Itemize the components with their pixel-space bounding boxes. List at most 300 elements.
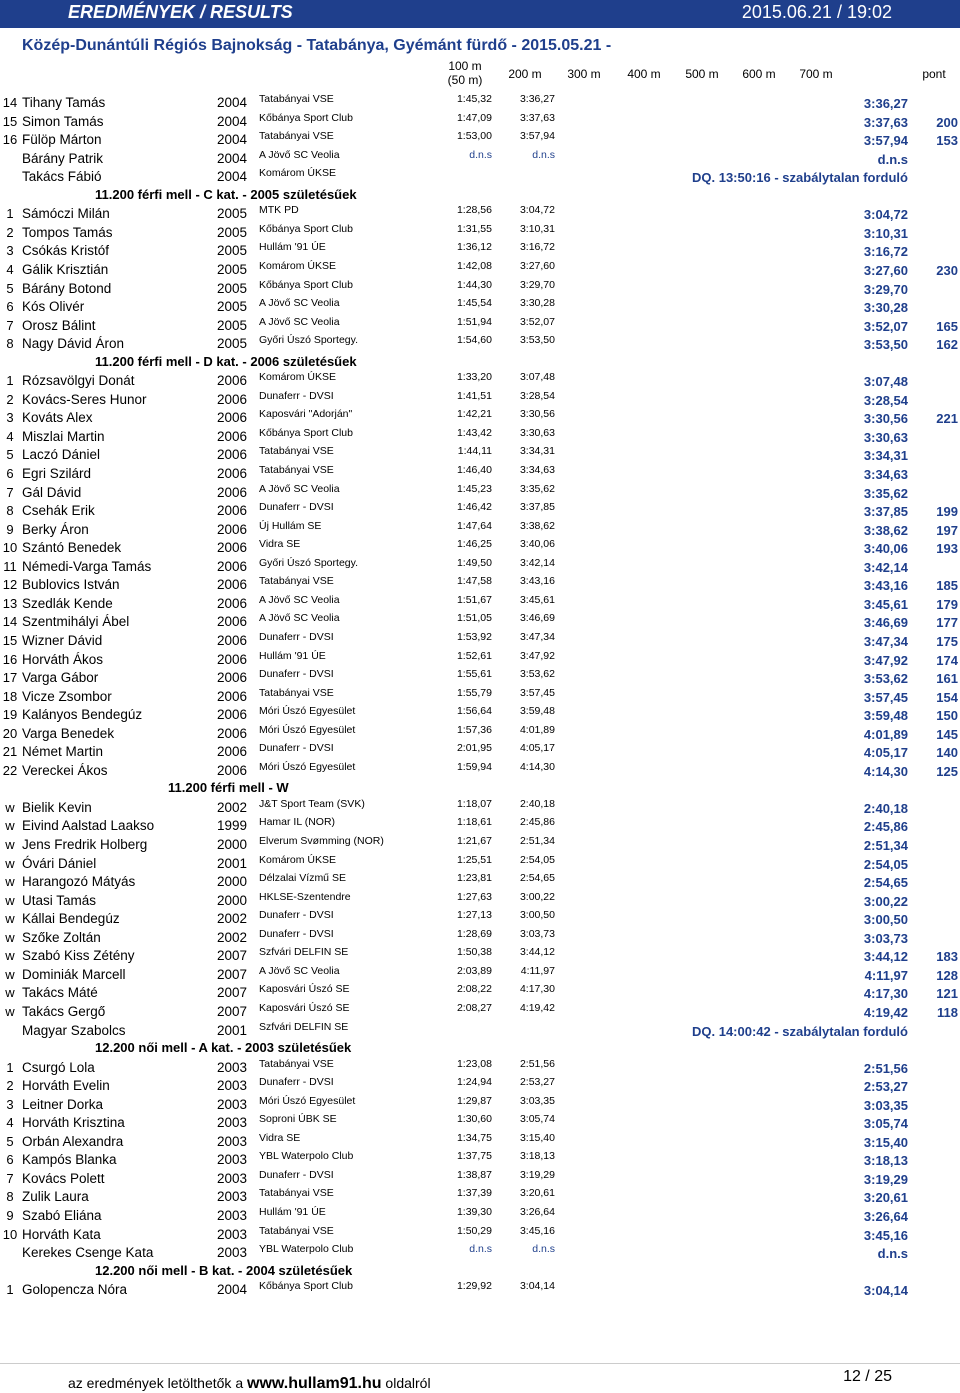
result-club: Hamar IL (NOR) [259, 816, 336, 829]
result-row [0, 891, 960, 909]
result-place: w [5, 818, 15, 834]
result-name: Kováts Alex [22, 410, 93, 426]
result-name: Sámóczi Milán [22, 206, 110, 222]
result-s100: 1:57,36 [456, 723, 492, 736]
result-s100: 1:41,51 [456, 389, 492, 402]
result-club: Dunaferr - DVSI [259, 630, 334, 643]
result-s100: d.n.s [469, 1243, 492, 1256]
result-s200: 3:05,74 [519, 1113, 555, 1126]
result-final: 3:42,14 [863, 559, 908, 575]
result-row [0, 816, 960, 834]
result-row [0, 1243, 960, 1261]
result-s100: 1:45,32 [456, 93, 492, 105]
result-row [0, 483, 960, 501]
result-s200: 3:20,61 [519, 1187, 555, 1200]
result-s200: 3:47,92 [519, 649, 555, 662]
result-s200: 3:42,14 [519, 556, 555, 569]
result-s200: 2:53,27 [519, 1076, 555, 1089]
result-pont: 128 [936, 967, 958, 983]
result-s100: 1:36,12 [456, 241, 492, 254]
result-place: 15 [2, 632, 18, 648]
result-year: 2005 [217, 243, 248, 259]
result-name: Magyar Szabolcs [22, 1022, 126, 1038]
result-place: w [5, 985, 15, 1001]
result-club: Móri Úszó Egyesület [259, 705, 356, 718]
result-row [0, 983, 960, 1001]
result-final: 2:45,86 [863, 819, 908, 835]
result-s200: 3:46,69 [519, 612, 555, 625]
result-name: Golopencza Nóra [22, 1282, 128, 1298]
result-pont: 174 [936, 652, 958, 668]
result-year: 2005 [217, 280, 248, 296]
result-final: 4:19,42 [863, 1004, 908, 1020]
result-name: Bublovics István [22, 577, 120, 593]
result-s200: 3:38,62 [519, 519, 555, 532]
result-place: 12 [2, 577, 18, 593]
result-name: Orbán Alexandra [22, 1133, 124, 1149]
results-title: EREDMÉNYEK / RESULTS [68, 2, 293, 22]
result-year: 2004 [217, 95, 248, 110]
result-club: Győri Úszó Sportegy. [259, 556, 359, 569]
competition-subtitle: Közép-Dunántúli Régiós Bajnokság - Tatabánya, Gyémánt fürdő - 2015.05.21 - [22, 37, 612, 54]
result-place: w [5, 929, 15, 945]
result-s100: 1:24,94 [456, 1076, 492, 1089]
result-pont: 165 [936, 318, 958, 334]
result-pont: 162 [936, 337, 958, 353]
result-row [0, 612, 960, 630]
result-s200: 3:18,13 [519, 1150, 555, 1163]
result-name: Kampós Blanka [22, 1152, 117, 1168]
result-year: 2000 [217, 874, 248, 890]
result-club: Dunaferr - DVSI [259, 668, 334, 681]
result-year: 2006 [217, 540, 248, 556]
result-s100: 1:55,61 [456, 668, 492, 681]
result-place: w [5, 874, 15, 890]
result-club: MTK PD [259, 204, 299, 217]
result-name: Bárány Patrik [22, 150, 104, 166]
result-row [0, 223, 960, 241]
result-s200: 3:00,22 [519, 890, 555, 903]
result-name: Berky Áron [22, 521, 89, 537]
result-club: Móri Úszó Egyesület [259, 723, 356, 736]
result-row [0, 93, 960, 111]
result-final: 3:34,31 [863, 448, 908, 464]
result-s100: 1:21,67 [456, 835, 492, 847]
result-row [0, 130, 960, 148]
result-name: Gál Dávid [22, 484, 82, 500]
result-place: 4 [6, 428, 14, 444]
result-s200: 4:17,30 [519, 983, 555, 996]
result-place: 3 [6, 1096, 14, 1112]
result-club: Soproni ÚBK SE [259, 1113, 337, 1126]
result-year: 2003 [217, 1078, 248, 1094]
result-s200: 3:53,62 [519, 668, 555, 681]
result-pont: 193 [936, 541, 958, 557]
result-s100: 1:51,67 [456, 593, 492, 606]
result-s100: 1:42,21 [456, 408, 492, 421]
result-year: 2004 [217, 113, 248, 129]
result-s200: 3:00,50 [519, 909, 555, 922]
result-s100: 1:28,69 [456, 927, 492, 940]
result-s200: 3:04,72 [519, 204, 555, 217]
result-final: d.n.s [877, 1246, 908, 1262]
result-final: 3:34,63 [863, 467, 908, 482]
result-year: 2003 [217, 1152, 248, 1168]
result-s100: 1:55,79 [456, 686, 492, 699]
result-s100: 2:08,27 [456, 1001, 492, 1014]
result-club: Kőbánya Sport Club [259, 111, 353, 124]
result-place: 17 [2, 670, 18, 686]
result-year: 2003 [217, 1208, 248, 1223]
result-place: w [5, 1003, 15, 1019]
result-final: 3:07,48 [863, 374, 908, 390]
result-pont: 230 [936, 262, 958, 278]
result-place: 7 [6, 484, 14, 500]
result-final: 3:16,72 [863, 244, 908, 260]
result-s200: 3:53,50 [519, 334, 555, 347]
result-place: w [5, 892, 15, 908]
result-s100: 1:27,63 [456, 890, 492, 903]
result-final: 3:15,40 [863, 1134, 908, 1150]
result-s100: 1:18,07 [456, 797, 492, 810]
result-s100: d.n.s [469, 148, 492, 161]
result-place: 2 [6, 1078, 14, 1094]
result-final: 3:38,62 [863, 522, 908, 538]
result-name: Takács Gergő [22, 1003, 106, 1019]
result-note: DQ. 14:00:42 - szabálytalan forduló [691, 1023, 908, 1039]
result-name: Utasi Tamás [22, 892, 97, 908]
result-club: A Jövő SC Veolia [259, 482, 340, 495]
result-club: Kaposvári "Adorján" [259, 408, 353, 421]
result-s200: 4:01,89 [519, 723, 555, 736]
top-bar [0, 0, 960, 28]
result-row [0, 1076, 960, 1094]
result-club: Móri Úszó Egyesület [259, 1094, 356, 1107]
result-row [0, 557, 960, 575]
result-row [0, 149, 960, 167]
result-final: 3:30,63 [863, 429, 908, 445]
result-s100: 1:44,30 [456, 278, 492, 291]
result-club: Kőbánya Sport Club [259, 426, 353, 439]
result-final: 3:00,50 [863, 912, 908, 928]
result-row [0, 297, 960, 315]
result-row [0, 854, 960, 872]
section-title: 11.200 férfi mell - D kat. - 2006 születésűek [95, 353, 357, 369]
section-title: 12.200 női mell - A kat. - 2003 születésűek [95, 1040, 352, 1056]
result-club: Kaposvári Úszó SE [259, 1001, 350, 1014]
result-year: 2000 [217, 837, 248, 852]
result-club: Tatabányai VSE [259, 575, 334, 588]
result-final: 3:04,14 [863, 1283, 908, 1299]
result-final: 2:54,05 [863, 856, 908, 872]
result-club: Kőbánya Sport Club [259, 1280, 353, 1293]
result-row [0, 241, 960, 259]
result-club: Komárom ÚKSE [259, 259, 337, 272]
result-year: 2006 [217, 558, 248, 574]
col-pont: pont [922, 67, 946, 81]
result-year: 2006 [217, 670, 248, 686]
result-club: Hullám '91 ÚE [259, 649, 326, 662]
result-club: Dunaferr - DVSI [259, 1168, 334, 1181]
result-year: 2005 [217, 336, 248, 352]
result-row [0, 928, 960, 946]
result-s200: 3:57,94 [519, 130, 555, 143]
result-club: YBL Waterpolo Club [259, 1150, 354, 1163]
result-name: Szabó Eliána [22, 1208, 102, 1223]
result-place: 8 [6, 336, 14, 352]
result-final: 3:45,61 [863, 596, 908, 612]
result-name: Tompos Tamás [22, 224, 113, 240]
result-name: Szentmihályi Ábel [22, 614, 130, 630]
result-final: 3:53,62 [863, 671, 908, 687]
result-s100: 1:23,08 [456, 1057, 492, 1070]
result-row [0, 1150, 960, 1168]
result-year: 2006 [217, 447, 248, 463]
result-s200: 3:30,63 [519, 426, 555, 439]
result-final: 3:04,72 [863, 207, 908, 223]
result-final: 4:11,97 [864, 967, 908, 983]
result-name: Szántó Benedek [22, 540, 122, 556]
result-s200: 3:19,29 [519, 1168, 555, 1181]
page-number: 12 / 25 [843, 1368, 892, 1385]
result-s200: 2:54,65 [519, 872, 555, 885]
result-place: w [5, 948, 15, 964]
result-final: 4:14,30 [863, 763, 908, 779]
result-club: Dunaferr - DVSI [259, 742, 334, 755]
result-row [0, 1095, 960, 1113]
result-s100: 1:37,39 [456, 1187, 492, 1200]
result-final: 3:37,85 [863, 504, 908, 520]
result-s200: 3:40,06 [519, 538, 555, 551]
result-s100: 1:47,09 [456, 111, 492, 124]
result-row [0, 204, 960, 222]
result-final: 3:40,06 [863, 541, 908, 557]
result-s200: 4:05,17 [519, 742, 555, 755]
result-year: 2007 [217, 948, 248, 964]
result-year: 2006 [217, 577, 248, 593]
result-row [0, 167, 960, 185]
result-s200: 3:15,40 [519, 1131, 555, 1144]
result-row [0, 1187, 960, 1205]
result-year: 2000 [217, 892, 248, 908]
result-s100: 1:18,61 [456, 816, 492, 829]
result-place: 3 [6, 410, 14, 426]
result-pont: 197 [936, 522, 958, 538]
result-place: 5 [6, 1133, 14, 1149]
result-place: 13 [2, 595, 18, 611]
result-row [0, 1225, 960, 1243]
result-club: Délzalai Vízmű SE [259, 872, 346, 885]
result-name: Kovács-Seres Hunor [22, 391, 147, 407]
result-name: Zulik Laura [22, 1189, 89, 1205]
result-s100: 1:29,87 [456, 1094, 492, 1107]
result-pont: 125 [936, 763, 958, 779]
result-club: Szfvári DELFIN SE [259, 1020, 349, 1033]
result-s100: 1:53,92 [456, 630, 492, 643]
footer-prefix: az eredmények letölthetők a [68, 1375, 247, 1391]
result-pont: 161 [936, 671, 958, 687]
result-place: 16 [2, 132, 18, 148]
result-year: 2006 [217, 521, 248, 537]
result-s200: 3:26,64 [519, 1206, 555, 1218]
result-s200: 3:35,62 [519, 482, 555, 495]
result-row [0, 445, 960, 463]
result-s100: 1:47,64 [456, 519, 492, 532]
result-name: Leitner Dorka [22, 1096, 104, 1112]
result-club: Elverum Svømming (NOR) [259, 835, 384, 847]
result-row [0, 464, 960, 482]
result-s100: 1:31,55 [456, 222, 492, 235]
result-s100: 1:54,60 [456, 334, 492, 347]
result-place: w [5, 837, 15, 852]
result-row [0, 1002, 960, 1020]
result-year: 2003 [217, 1096, 248, 1112]
result-s200: 3:34,31 [519, 445, 555, 458]
result-s200: 3:04,14 [519, 1280, 555, 1293]
result-s100: 1:37,75 [456, 1150, 492, 1163]
result-row [0, 946, 960, 964]
result-name: Kovács Polett [22, 1170, 105, 1186]
result-name: Eivind Aalstad Laakso [22, 818, 155, 834]
result-place: w [5, 799, 15, 815]
result-note: DQ. 13:50:16 - szabálytalan forduló [691, 170, 908, 186]
result-final: 3:03,73 [863, 930, 908, 946]
result-final: 3:46,69 [863, 615, 908, 631]
result-s100: 2:08,22 [456, 983, 492, 996]
result-year: 2003 [217, 1226, 248, 1242]
result-s200: 3:27,60 [519, 259, 555, 272]
col-300m: 300 m [567, 67, 601, 81]
result-place: 22 [2, 762, 18, 778]
result-name: Varga Gábor [22, 670, 99, 686]
result-s100: 1:33,20 [456, 371, 492, 384]
result-place: 14 [2, 614, 18, 630]
result-name: Wizner Dávid [22, 632, 103, 648]
result-s200: d.n.s [532, 148, 555, 161]
result-final: 3:47,34 [863, 633, 908, 649]
result-final: 3:26,64 [863, 1209, 908, 1224]
result-place: 6 [6, 1152, 14, 1168]
result-name: Horváth Ákos [22, 651, 104, 667]
footer-divider [0, 1363, 960, 1364]
result-final: 3:36,27 [863, 96, 908, 111]
result-final: 3:52,07 [863, 318, 908, 334]
result-club: Dunaferr - DVSI [259, 1076, 334, 1089]
result-club: Tatabányai VSE [259, 1057, 334, 1070]
result-row [0, 112, 960, 130]
result-year: 2006 [217, 503, 248, 519]
result-club: Tatabányai VSE [259, 686, 334, 699]
result-s200: 3:10,31 [519, 222, 555, 235]
result-final: 2:51,34 [863, 838, 908, 853]
result-pont: 154 [936, 689, 958, 705]
result-row [0, 650, 960, 668]
result-s100: 1:51,05 [456, 612, 492, 625]
footer-site-link[interactable]: www.hullam91.hu [247, 1375, 382, 1392]
result-s200: 3:57,45 [519, 686, 555, 699]
result-year: 2002 [217, 799, 248, 815]
result-club: Győri Úszó Sportegy. [259, 334, 359, 347]
result-row [0, 501, 960, 519]
result-s200: 3:52,07 [519, 315, 555, 328]
result-year: 2005 [217, 224, 248, 240]
result-pont: 140 [936, 745, 958, 761]
result-year: 1999 [217, 818, 248, 834]
result-club: Komárom ÚKSE [259, 853, 337, 866]
section-header [0, 186, 960, 204]
result-s200: 3:45,61 [519, 593, 555, 606]
result-place: 16 [2, 651, 18, 667]
result-s200: 4:11,97 [520, 964, 555, 977]
result-place: 2 [6, 224, 14, 240]
result-club: A Jövő SC Veolia [259, 964, 340, 977]
result-club: Dunaferr - DVSI [259, 909, 334, 922]
result-name: Óvári Dániel [22, 855, 97, 871]
result-name: Harangozó Mátyás [22, 874, 136, 890]
result-s200: 3:47,34 [519, 630, 555, 643]
result-club: HKLSE-Szentendre [259, 890, 351, 903]
result-final: 3:05,74 [863, 1116, 908, 1132]
result-row [0, 538, 960, 556]
col-400m: 400 m [627, 67, 661, 81]
result-year: 2006 [217, 428, 248, 444]
result-year: 2006 [217, 707, 248, 723]
result-s100: 1:46,42 [456, 501, 492, 514]
result-year: 2003 [217, 1059, 248, 1075]
result-place: 21 [2, 744, 18, 760]
footer-text [68, 1375, 431, 1393]
result-s100: 1:30,60 [456, 1113, 492, 1126]
result-name: Nagy Dávid Áron [22, 336, 125, 352]
result-club: Tatabányai VSE [259, 93, 334, 105]
result-final: 3:28,54 [863, 392, 908, 408]
result-place: 5 [6, 280, 14, 296]
result-final: 3:19,29 [863, 1171, 908, 1187]
result-row [0, 1058, 960, 1076]
result-place: 1 [6, 1059, 14, 1075]
result-club: Hullám '91 ÚE [259, 241, 326, 254]
result-s200: 3:28,54 [519, 389, 555, 402]
result-final: 3:29,70 [863, 281, 908, 297]
result-year: 2004 [217, 1282, 248, 1298]
result-year: 2005 [217, 317, 248, 333]
result-name: Simon Tamás [22, 113, 104, 129]
result-year: 2003 [217, 1115, 248, 1131]
result-place: 14 [2, 95, 18, 110]
result-pont: 175 [936, 633, 958, 649]
result-club: Kőbánya Sport Club [259, 278, 353, 291]
result-final: 3:37,63 [863, 114, 908, 130]
result-place: 9 [6, 1208, 14, 1223]
result-s100: 1:23,81 [456, 872, 492, 885]
result-pont: 153 [936, 133, 958, 149]
result-year: 2006 [217, 391, 248, 407]
result-name: Vicze Zsombor [22, 688, 112, 704]
result-row [0, 965, 960, 983]
result-year: 2005 [217, 299, 248, 315]
result-final: 3:27,60 [863, 262, 908, 278]
result-name: Dominiák Marcell [22, 966, 126, 982]
result-name: Csurgó Lola [22, 1059, 95, 1075]
result-year: 2006 [217, 595, 248, 611]
result-year: 2006 [217, 688, 248, 704]
result-s200: 3:43,16 [519, 575, 555, 588]
result-year: 2006 [217, 373, 248, 389]
result-club: Tatabányai VSE [259, 464, 334, 476]
result-year: 2007 [217, 966, 248, 982]
result-final: 3:44,12 [863, 949, 908, 965]
result-row [0, 1280, 960, 1298]
